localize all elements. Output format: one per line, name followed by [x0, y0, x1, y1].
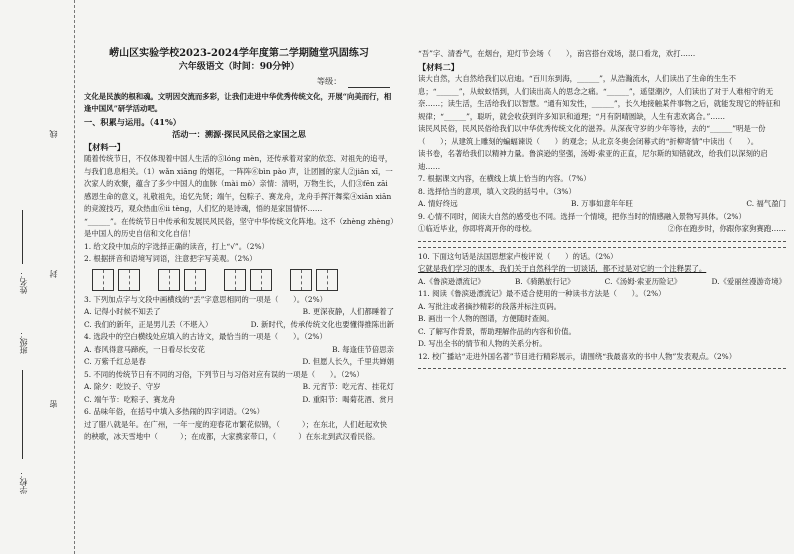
side-binding-margin [0, 0, 75, 554]
option-2[interactable]: ②你在跑步时，你跟你家狗赛跑…… [667, 224, 786, 233]
answer-line[interactable] [418, 368, 786, 369]
grade-field[interactable] [348, 79, 390, 88]
question-9-options [418, 223, 786, 236]
intro-note: 文化是民族的根和魂。文明因交流而多彩，让我们走进中华优秀传统文化，开展“向美而行，相逢中国风”研学活动吧。 [84, 91, 392, 113]
option-b[interactable]: B. 万事如意年年旺 [571, 199, 633, 208]
option-c[interactable]: C. 万紫千红总是春 [84, 357, 146, 366]
option-a[interactable]: A.《鲁滨逊漂流记》 [418, 276, 485, 286]
pinyin-box-group [224, 269, 272, 291]
option-c[interactable]: C. 端午节：吃粽子、赛龙舟 [84, 394, 176, 404]
question-7: 7. 根据课文内容，在横线上填上恰当的内容。（7%） [418, 174, 591, 183]
question-12: 12. 校广播站“走进外国名著”节目进行精彩展示，请围绕“我最喜欢的书中人物”发表观点。（2%） [418, 351, 737, 361]
material2-label: 【材料二】 [418, 61, 459, 72]
option-a[interactable]: A. 写批注或者摘抄精彩的段落并标注页码。 [418, 301, 562, 311]
pinyin-boxes [92, 269, 394, 291]
question-3-options-ab [84, 306, 394, 319]
activity-heading: 活动一：溯源·探民风民俗之家国之思 [172, 129, 306, 139]
question-3: 3. 下列加点字与文段中画横线的“丢”字意思相同的一项是（ ）。（2%） [84, 294, 328, 304]
option-d[interactable]: D.《爱丽丝漫游奇境》 [711, 276, 786, 286]
question-11: 11. 阅读《鲁滨逊漂流记》最不适合使用的一种读书方法是（ ）。（2%） [418, 289, 666, 298]
option-b[interactable]: B. 更深夜静，人们都睡着了 [302, 307, 394, 316]
exam-title: 崂山区实验学校2023-2024学年度第二学期随堂巩固练习 [109, 48, 369, 59]
material2-paragraph1: 读大自然，大自然给我们以启迪。“百川东到海，______”，从浩瀚流水，人们读出了生命的生生不息；“______”，从蚊蚁悟到，人们读出高人的思念之痛。“______”，遥望潮汐，人们读出了对于人难相守的无奈……；读生活，生活给我们以智慧。“通有知发性，______”，长久地接触某件事物之后，就能发现它的特征和规律；“______”，聪听，就会收获到许多知识和道理；“月有阴晴圆缺，人生有悲欢离合。”…… [418, 74, 781, 121]
char-box[interactable] [158, 269, 180, 291]
option-a[interactable]: A. 情好终远 [418, 199, 458, 208]
question-8: 8. 选择恰当的意项，填入文段的括号中。（3%） [418, 186, 576, 196]
material1-paragraph2: “______”。在传统节日中传承和发展民风民俗，坚守中华传统文化阵地。这不（zhèng zhèng）是中国人的历史自信和文化自信！ [84, 216, 394, 238]
option-d[interactable]: D. 新时代，传承传统文化也要懂得推陈出新 [250, 319, 394, 329]
char-box[interactable] [224, 269, 246, 291]
question-5-options-cd [84, 394, 394, 407]
option-c[interactable]: C. 我们的新年，正是男儿丢（不堪入） [84, 319, 213, 329]
side-label-school: 学校： [19, 470, 28, 494]
side-label-class: 班级： [19, 330, 28, 354]
left-column [84, 48, 394, 444]
material1-paragraph: 随着传统节日，不仅体现着中国人生活的⑤lóng mèn，还传承着对家的依恋、对祖先的追寻，与我们息息相关。（1）wǎn xiāng 的烟花，一阵阵⑥bìn pào 声，让团圆的家人②jiān xī，一次家人的欢聚，蕴含了多少中国人的血脉（mài mò）亲情：清明，万物生长，人们③fēn zāi 感恩生命的意义，礼敬祖先，追忆先贤；端午，包粽子、赛龙舟，龙舟手挥汗舞桨④xiān xiān 的竞渡技巧，观众热血⑥ii tèng，人们忆的是诗魂，悟的是家国情怀…… [84, 154, 393, 213]
option-d[interactable]: D. 重阳节：喝菊花酒、赏月 [302, 394, 394, 404]
option-1[interactable]: ①临近毕业，你即将离开你的母校。 [418, 224, 537, 233]
char-box[interactable] [250, 269, 272, 291]
exam-subtitle: 六年级语文（时间：90分钟） [178, 61, 300, 72]
question-1: 1. 给文段中加点的字选择正确的读音，打上“√”。（2%） [84, 241, 269, 251]
char-box[interactable] [290, 269, 312, 291]
question-10-quote: 它就是我们学习的课本，我们关于自然科学的一切谈话，都不过是对它的一个注释罢了。 [418, 264, 707, 273]
option-c[interactable]: C. 了解写作背景，帮助理解作品的内容和价值。 [418, 326, 576, 336]
option-a[interactable]: A. 春风得意马蹄疾，一日看尽长安花 [84, 344, 205, 354]
side-cut-label-secret: 密 [49, 400, 58, 408]
question-2: 2. 根据拼音和语境写词语，注意把字写美观。（2%） [84, 254, 257, 263]
section-heading: 一、积累与运用。（41%） [84, 116, 181, 127]
question-8-options [418, 198, 786, 211]
option-a[interactable]: A. 记得小时候不知丢了 [84, 307, 161, 316]
grade-row [84, 75, 394, 88]
question-9: 9. 心情不同时，阅读大自然的感受也不同。选择一个情境，把你当时的情感融入景物写具体。（2%） [418, 211, 746, 221]
char-box[interactable] [316, 269, 338, 291]
side-cut-label-line: 线 [49, 130, 58, 138]
pinyin-box-group [290, 269, 338, 291]
side-label-name: 姓名： [19, 270, 28, 294]
option-c[interactable]: C. 福气盈门 [746, 199, 786, 208]
material2-paragraph3: 读书卷，名著给我们以精神力量。鲁滨逊的坚强，汤姆·索亚的正直，尼尔斯的知错就改，给我们以深刻的启迪…… [418, 149, 768, 171]
question-6-text: 过了腊八就是年。在广州，一年一度的迎春花市繁花似锦，（ ）；在东北，人们赶起欢快的秧歌，冰天雪地中（ ）；在成都，大家携家带口，（ ）在东北到武汉看民俗。 [84, 419, 388, 441]
question-4-options-cd [84, 356, 394, 369]
char-box[interactable] [184, 269, 206, 291]
option-a[interactable]: A. 除夕：吃饺子、守岁 [84, 382, 161, 391]
side-school-line [22, 405, 23, 459]
answer-line[interactable] [418, 241, 786, 242]
char-box[interactable] [118, 269, 140, 291]
pinyin-box-group [92, 269, 140, 291]
question-4: 4. 选段中的空白横线处应填入的古诗文，最恰当的一项是（ ）。（2%） [84, 332, 327, 341]
grade-label: 等级： [316, 76, 342, 86]
answer-line[interactable] [418, 247, 786, 248]
option-b[interactable]: B. 每逢佳节倍思亲 [332, 344, 394, 354]
question-10: 10. 下面这句话是法国思想家卢梭评说（ ）的话。（2%） [418, 251, 618, 261]
question-4-options-ab [84, 344, 394, 357]
char-box[interactable] [92, 269, 114, 291]
question-3-options-cd [84, 319, 394, 332]
question-5: 5. 不同的传统节日有不同的习俗，下列节日与习俗对应有误的一项是（ ）。（2%） [84, 369, 364, 379]
material1-label: 【材料一】 [84, 141, 125, 152]
option-b[interactable]: B. 画出一个人物的图谱，方便随时查阅。 [418, 314, 554, 323]
pinyin-box-group [158, 269, 206, 291]
option-b[interactable]: B. 元宵节：吃元宵、挂花灯 [302, 382, 394, 391]
question-6: 6. 品味年俗，在括号中填入多热闹的四字词语。（2%） [84, 407, 265, 416]
question-10-options [418, 276, 786, 289]
side-name-line [22, 210, 23, 264]
option-d[interactable]: D. 但愿人长久，千里共婵娟 [302, 357, 394, 366]
option-d[interactable]: D. 写出全书的情节和人物的关系分析。 [418, 339, 547, 348]
option-b[interactable]: B.《骑鹅旅行记》 [514, 276, 575, 286]
material2-paragraph2: 读民风民俗，民风民俗给我们以中华优秀传统文化的滋养。从深夜守岁的少年等待，去的“______”明是一份（ ）；从建筑上雕刻的蝙蝠谏说（ ）的观念；从北京冬奥会闭幕式的“折柳寄情”中读出（ ）。 [418, 124, 766, 146]
right-column [418, 48, 786, 372]
option-c[interactable]: C.《汤姆·索亚历险记》 [604, 276, 682, 286]
right-intro: “吾”字、清香气，在烟台，迎灯节会场（ ），南宫搭台戏场，混口看龙，欢打…… [418, 49, 696, 58]
question-5-options-ab [84, 381, 394, 394]
side-cut-label-seal: 封 [49, 270, 58, 278]
